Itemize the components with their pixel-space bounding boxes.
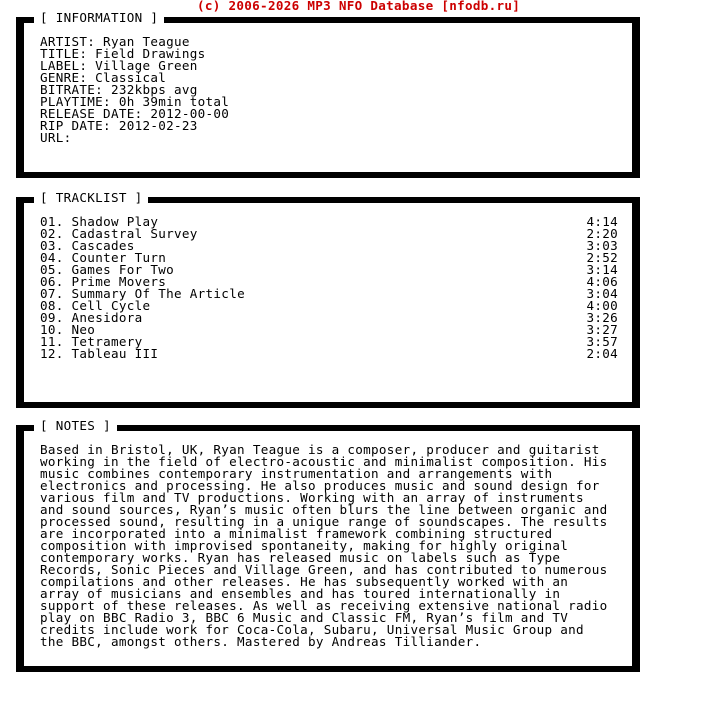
info-line: GENRE: Classical xyxy=(40,70,167,85)
notes-line: support of these releases. As well as receiving extensive national radio xyxy=(40,598,608,613)
track-name: Shadow Play xyxy=(71,214,159,229)
track-name: Prime Movers xyxy=(71,274,167,289)
info-line: URL: xyxy=(40,130,72,145)
track-duration: 3:03 xyxy=(586,238,618,253)
track-name: Summary Of The Article xyxy=(71,286,245,301)
info-line: ARTIST: Ryan Teague xyxy=(40,34,190,49)
information-title: [ INFORMATION ] xyxy=(34,12,164,24)
track-name: Counter Turn xyxy=(71,250,167,265)
track-number: 11. xyxy=(40,334,64,349)
notes-line: array of musicians and ensembles and has toured internationally in xyxy=(40,586,561,601)
track-number: 06. xyxy=(40,274,64,289)
notes-line: compilations and other releases. He has subsequently worked with an xyxy=(40,574,569,589)
notes-line: credits include work for Coca-Cola, Subaru, Universal Music Group and xyxy=(40,622,584,637)
track-duration: 3:04 xyxy=(586,286,618,301)
track-row xyxy=(40,312,618,324)
track-name: Cadastral Survey xyxy=(71,226,198,241)
notes-line: Based in Bristol, UK, Ryan Teague is a composer, producer and guitarist xyxy=(40,442,600,457)
track-number: 12. xyxy=(40,346,64,361)
info-line: RIP DATE: 2012-02-23 xyxy=(40,118,198,133)
track-duration: 3:26 xyxy=(586,310,618,325)
track-name: Cell Cycle xyxy=(71,298,151,313)
track-name: Games For Two xyxy=(71,262,175,277)
tracklist-title: [ TRACKLIST ] xyxy=(34,192,148,204)
track-duration: 3:27 xyxy=(586,322,618,337)
info-line: LABEL: Village Green xyxy=(40,58,198,73)
notes-line: contemporary works. Ryan has released music on labels such as Type xyxy=(40,550,561,565)
notes-line: music combines contemporary instrumentation and arrangements with xyxy=(40,466,553,481)
track-number: 01. xyxy=(40,214,64,229)
notes-line: composition with improvised spontaneity, making for highly original xyxy=(40,538,569,553)
track-number: 04. xyxy=(40,250,64,265)
track-duration: 3:14 xyxy=(586,262,618,277)
track-name: Neo xyxy=(71,322,96,337)
track-duration: 4:00 xyxy=(586,298,618,313)
notes-line: various film and TV productions. Working with an array of instruments xyxy=(40,490,584,505)
track-duration: 3:57 xyxy=(586,334,618,349)
tracklist-content xyxy=(40,216,618,360)
notes-line: play on BBC Radio 3, BBC 6 Music and Classic FM, Ryan’s film and TV xyxy=(40,610,569,625)
notes-line: Records, Sonic Pieces and Village Green, and has contributed to numerous xyxy=(40,562,608,577)
notes-line: the BBC, amongst others. Mastered by Andreas Tilliander. xyxy=(40,634,482,649)
track-number: 07. xyxy=(40,286,64,301)
track-row xyxy=(40,348,618,360)
track-number: 08. xyxy=(40,298,64,313)
track-duration: 4:06 xyxy=(586,274,618,289)
notes-line: and sound sources, Ryan’s music often blurs the line between organic and xyxy=(40,502,608,517)
notes-title: [ NOTES ] xyxy=(34,420,117,432)
track-number: 09. xyxy=(40,310,64,325)
information-content xyxy=(40,36,229,144)
track-name: Anesidora xyxy=(71,310,143,325)
notes-content xyxy=(40,444,608,648)
copyright-banner: (c) 2006-2026 MP3 NFO Database [nfodb.ru] xyxy=(197,0,521,13)
notes-line: electronics and processing. He also produces music and sound design for xyxy=(40,478,600,493)
track-number: 05. xyxy=(40,262,64,277)
track-number: 03. xyxy=(40,238,64,253)
track-number: 02. xyxy=(40,226,64,241)
notes-line: processed sound, resulting in a unique range of soundscapes. The results xyxy=(40,514,608,529)
track-number: 10. xyxy=(40,322,64,337)
track-name: Cascades xyxy=(71,238,135,253)
track-duration: 2:20 xyxy=(586,226,618,241)
track-name: Tableau III xyxy=(71,346,159,361)
track-name: Tetramery xyxy=(71,334,143,349)
notes-line: working in the field of electro-acoustic and minimalist composition. His xyxy=(40,454,608,469)
info-line: PLAYTIME: 0h 39min total xyxy=(40,94,230,109)
info-line: BITRATE: 232kbps avg xyxy=(40,82,198,97)
track-duration: 2:04 xyxy=(586,346,618,361)
track-duration: 2:52 xyxy=(586,250,618,265)
info-line: RELEASE DATE: 2012-00-00 xyxy=(40,106,230,121)
notes-line: are incorporated into a minimalist framework combining structured xyxy=(40,526,553,541)
track-duration: 4:14 xyxy=(586,214,618,229)
info-line: TITLE: Field Drawings xyxy=(40,46,206,61)
